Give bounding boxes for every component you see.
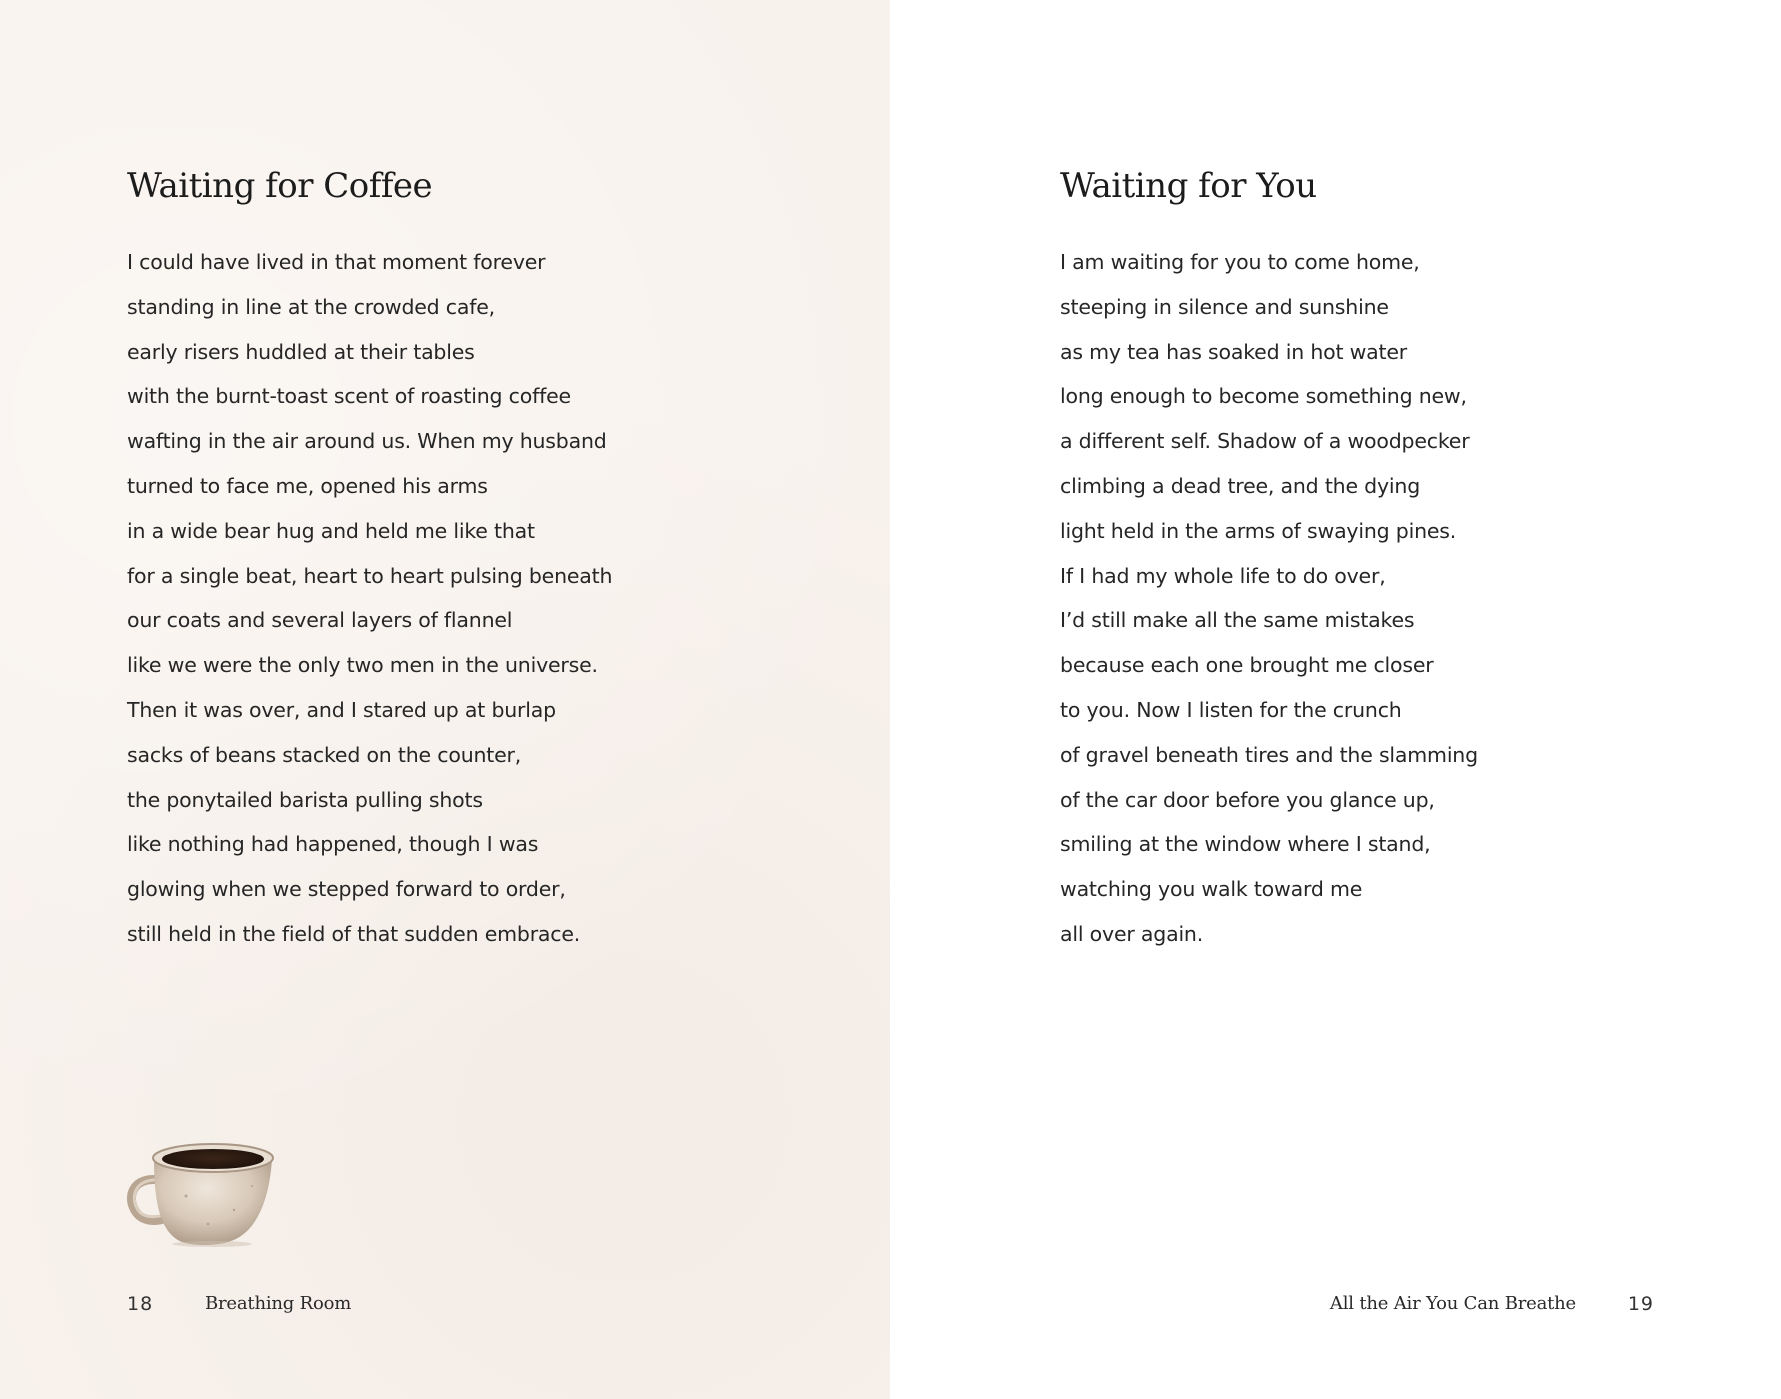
poem-line: Then it was over, and I stared up at burlap xyxy=(127,697,556,722)
poem-line: sacks of beans stacked on the counter, xyxy=(127,742,522,767)
poem-line: smiling at the window where I stand, xyxy=(1060,832,1431,857)
poem-body xyxy=(127,240,612,957)
poem-line: in a wide bear hug and held me like that xyxy=(127,518,535,543)
poem-line: early risers huddled at their tables xyxy=(127,339,475,364)
poem-title: Waiting for Coffee xyxy=(127,166,433,206)
poem-line: I am waiting for you to come home, xyxy=(1060,250,1420,274)
poem-body xyxy=(1060,240,1478,957)
poem-line: our coats and several layers of flannel xyxy=(127,608,513,633)
page-number: 19 xyxy=(1627,1293,1654,1315)
left-page xyxy=(0,0,890,1399)
poem-line: as my tea has soaked in hot water xyxy=(1060,339,1408,364)
poem-line: all over again. xyxy=(1060,921,1204,946)
page-number: 18 xyxy=(127,1293,154,1315)
poem-line: long enough to become something new, xyxy=(1060,384,1467,409)
coffee-cup-icon xyxy=(124,1136,284,1248)
poem-line: turned to face me, opened his arms xyxy=(127,473,488,498)
poem-line: a different self. Shadow of a woodpecker xyxy=(1060,429,1470,454)
poem-title: Waiting for You xyxy=(1060,166,1317,206)
poem-line: like nothing had happened, though I was xyxy=(127,832,539,857)
poem-line: I could have lived in that moment forever xyxy=(127,250,546,274)
poem-line: standing in line at the crowded cafe, xyxy=(127,294,495,319)
poem-line: glowing when we stepped forward to order, xyxy=(127,877,566,902)
poem-line: of the car door before you glance up, xyxy=(1060,787,1435,812)
poem-line: If I had my whole life to do over, xyxy=(1060,563,1386,588)
poem-line: still held in the field of that sudden embrace. xyxy=(127,921,581,946)
poem-line: the ponytailed barista pulling shots xyxy=(127,787,483,812)
poem-line: climbing a dead tree, and the dying xyxy=(1060,473,1421,498)
poem-line: light held in the arms of swaying pines. xyxy=(1060,518,1457,543)
poem-line: watching you walk toward me xyxy=(1060,877,1363,902)
poem-line: steeping in silence and sunshine xyxy=(1060,294,1389,319)
poem-line: with the burnt-toast scent of roasting coffee xyxy=(127,384,571,409)
poem-line: of gravel beneath tires and the slamming xyxy=(1060,742,1478,767)
poem-line: because each one brought me closer xyxy=(1060,653,1434,678)
poem-line: like we were the only two men in the universe. xyxy=(127,653,598,678)
poem-line: to you. Now I listen for the crunch xyxy=(1060,697,1402,722)
poem-line: wafting in the air around us. When my husband xyxy=(127,429,607,454)
poem-line: for a single beat, heart to heart pulsing beneath xyxy=(127,563,613,588)
running-head: Breathing Room xyxy=(205,1293,352,1314)
running-head: All the Air You Can Breathe xyxy=(1329,1293,1576,1314)
poem-line: I’d still make all the same mistakes xyxy=(1060,608,1415,633)
